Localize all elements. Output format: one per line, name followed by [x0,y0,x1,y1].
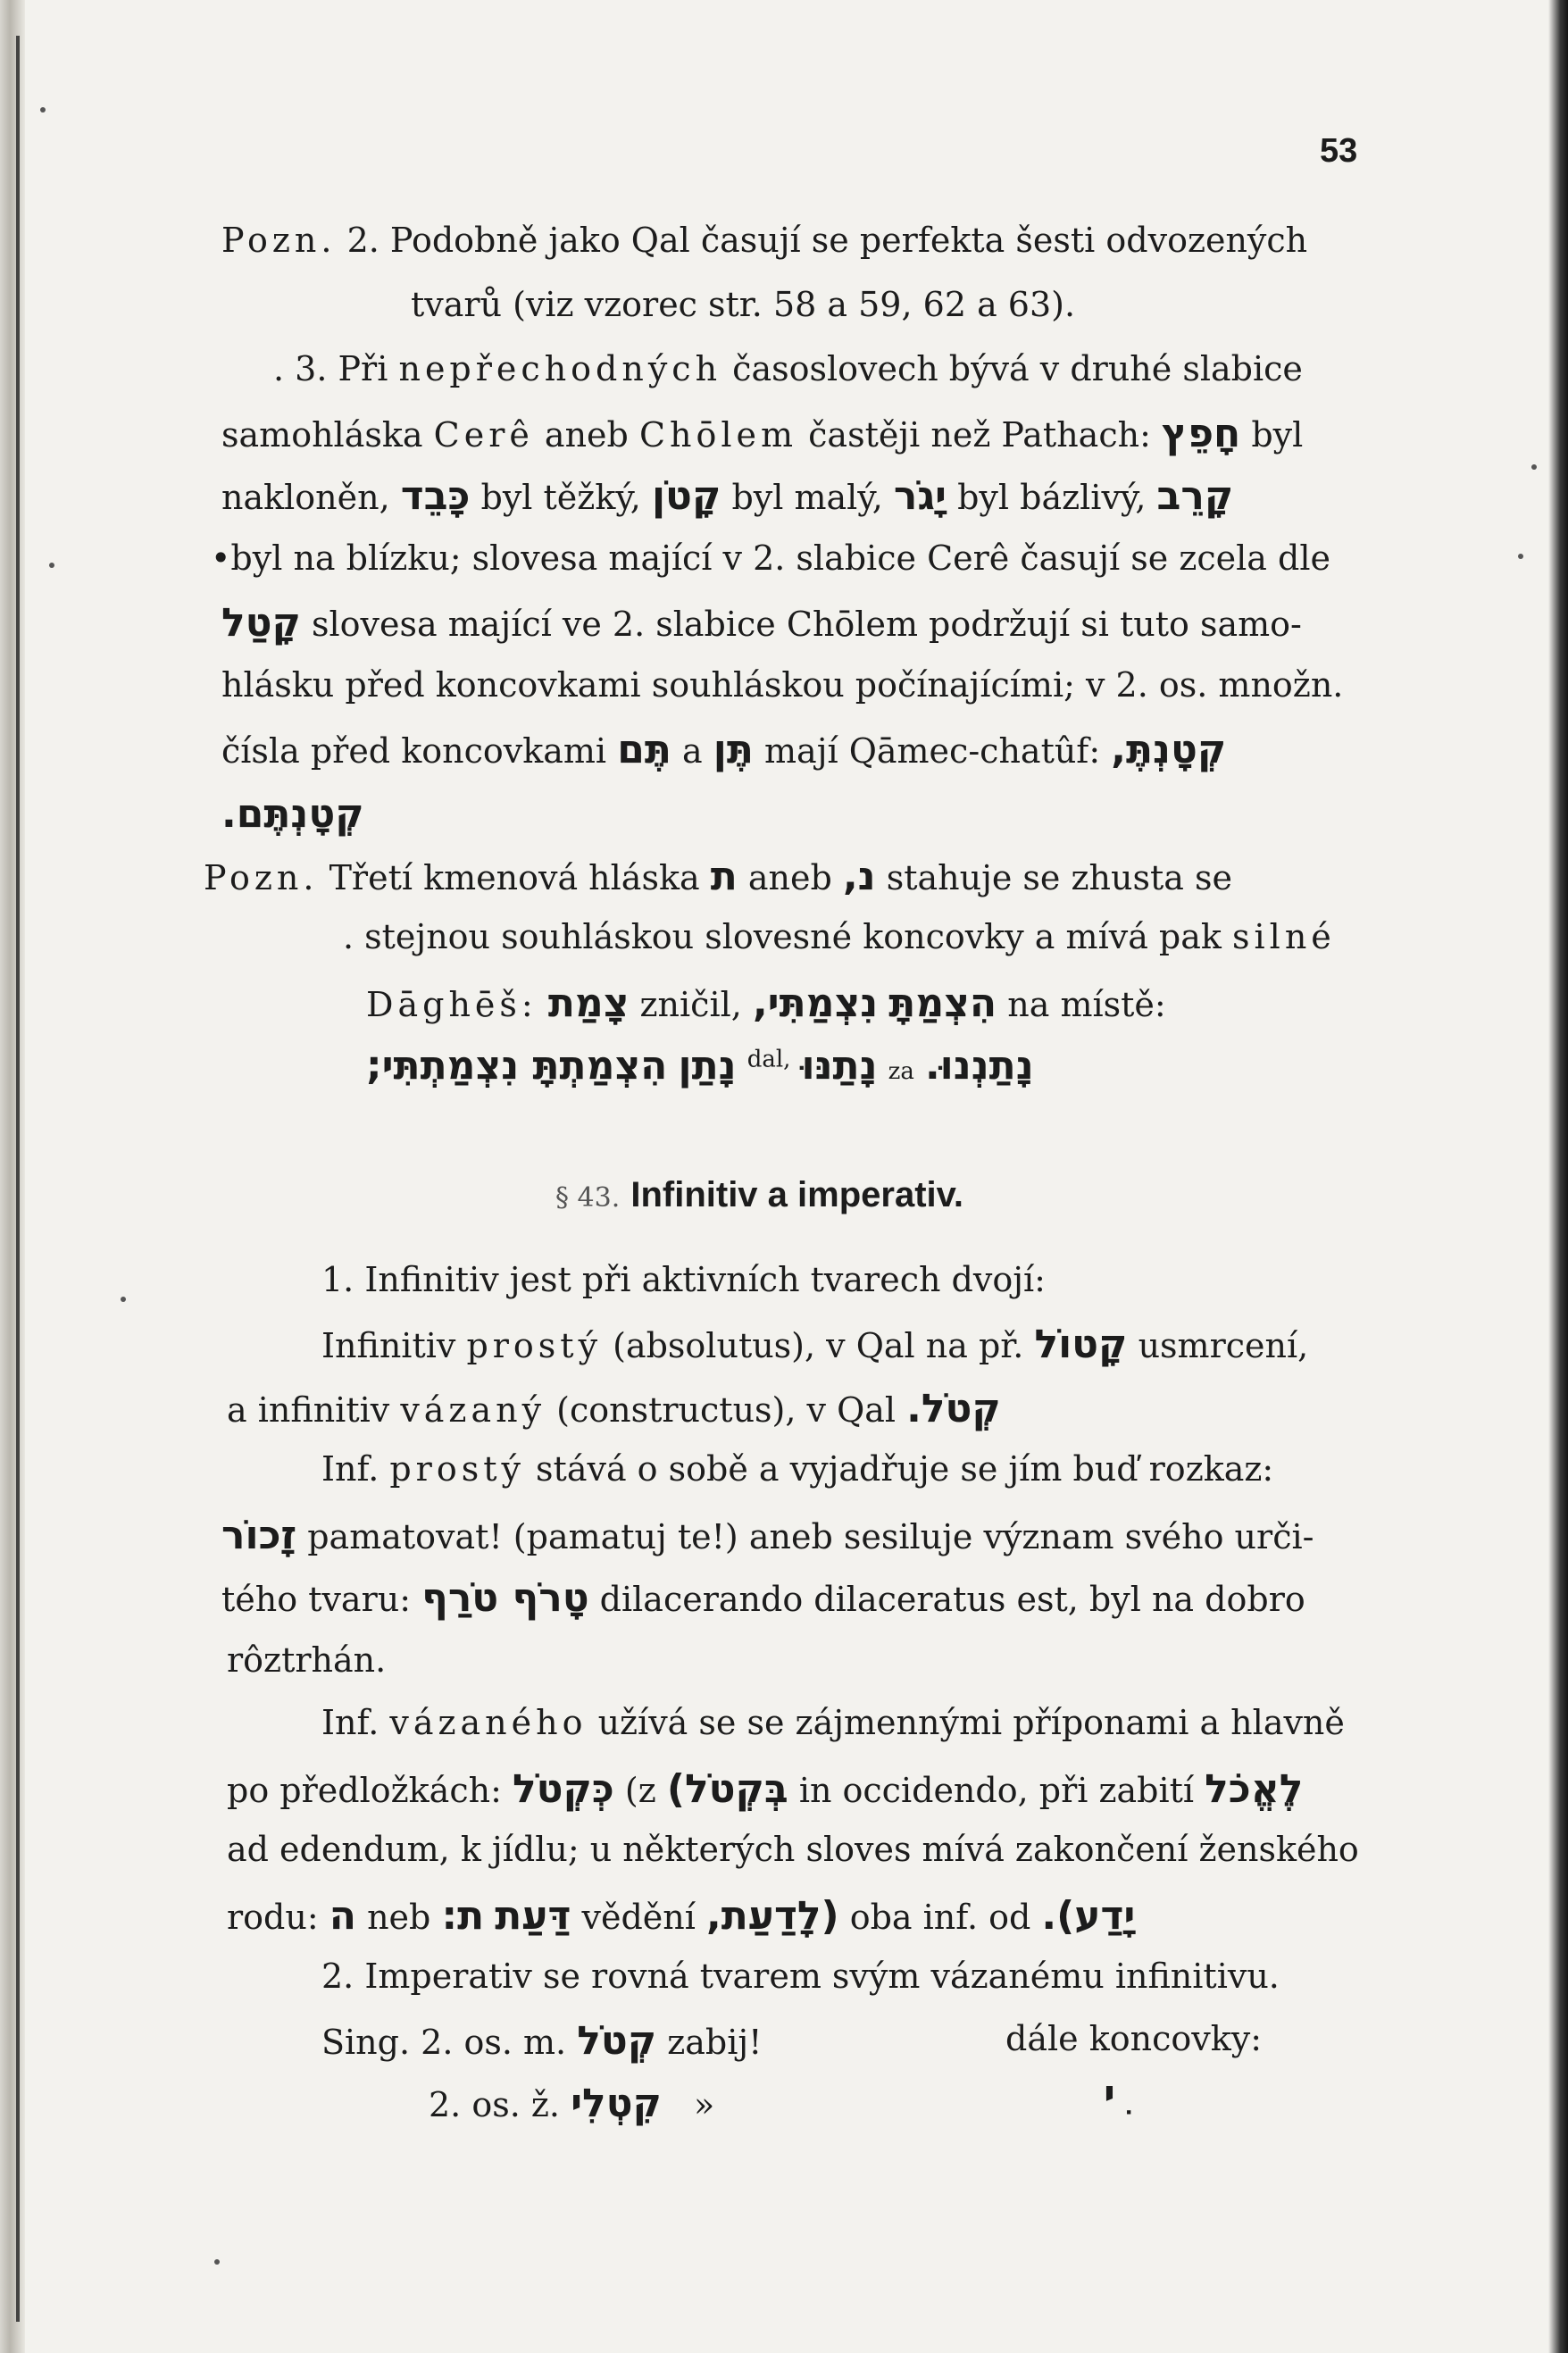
line-text: (absolutus), v Qal na př. [602,1326,1024,1365]
hebrew-word: כָּבֵד [400,473,471,519]
text-line [204,854,1232,899]
section-number: § 43. [555,1182,621,1214]
line-text: ad edendum, k jídlu; u některých sloves mívá zakončení ženského [227,1830,1359,1869]
hebrew-word: בְּקְטֹל) [666,1766,788,1812]
text-line [221,221,1308,260]
hebrew-word: דַּעַת [495,1893,571,1939]
hebrew-word: קְטֹל. [906,1386,1001,1431]
hebrew-word: תֶּם [617,727,671,772]
hebrew-word: קְטָנְתֶּם. [221,791,364,837]
line-text: byl těžký, [480,478,641,517]
hebrew-word: קָטַל [221,600,301,646]
page-right-edge [1548,0,1568,2353]
line-text: •byl na blízku; slovesa mající v 2. slabice Cerê časují se zcela dle [211,538,1330,578]
line-text: samohláska [221,415,434,455]
line-text: rodu: [227,1898,319,1937]
line-text: 2. Imperativ se rovná tvarem svým vázanému infinitivu. [321,1957,1280,1996]
text-line [221,727,1227,772]
line-text: » [694,2085,715,2124]
hebrew-word: ִי [1104,2072,1115,2117]
line-text: 2. Podobně jako Qal časují se perfekta šesti odvozených [346,221,1308,260]
text-line [343,917,1336,956]
line-text: (constructus), v Qal [546,1390,897,1430]
hebrew-word: קְטֹל [577,2018,657,2064]
spaced-term: Chōlem [638,415,798,455]
line-text: byl malý, [731,478,883,517]
line-text: užívá se se zájmennými příponami a hlavně [587,1703,1345,1742]
line-text: in occidendo, při zabití [798,1771,1195,1810]
scan-speck [121,1297,126,1302]
hebrew-word: קָרֵב [1156,473,1234,519]
hebrew-word: (לָדַעַת, [705,1893,839,1939]
text-line [429,2081,715,2126]
line-text: Sing. 2. os. m. [321,2023,567,2062]
spaced-term: nepřechodných [398,349,722,388]
text-line [411,285,1076,324]
note-label: Pozn. [204,858,319,897]
text-line [221,1575,1305,1621]
line-text: na místě: [1007,985,1166,1024]
text-line [211,538,1330,578]
text-line [227,1640,387,1680]
line-text: (z [624,1771,656,1810]
spaced-term: Cerê [433,415,534,455]
hebrew-word: נָתַנּוּ [801,1043,878,1089]
hebrew-word: ת [710,854,738,899]
hebrew-word: ה [329,1893,356,1939]
hebrew-word: נָתַן [678,1043,737,1089]
hebrew-word: חָפֵץ [1161,411,1241,456]
line-text: aneb [533,415,639,455]
text-line [366,980,1166,1026]
text-line [221,473,1234,519]
line-text: byl [1251,415,1304,455]
text-line [321,2018,763,2064]
hebrew-word: כְּקְטֹל [512,1766,614,1812]
line-text: Inf. [321,1703,390,1742]
text-line [227,1766,1304,1812]
scan-speck [40,107,46,113]
hebrew-word: קָטוֹל [1034,1322,1128,1367]
spaced-term: vázaného [389,1703,588,1742]
note-label: Pozn. [221,221,337,260]
line-text: pamatovat! (pamatuj te!) aneb sesiluje význam svého urči- [307,1517,1314,1556]
line-text: Třetí kmenová hláska [329,858,700,897]
section-heading [555,1177,963,1213]
line-text: za [888,1058,914,1085]
line-text: a [681,731,703,771]
hebrew-word: טָרֹף טֹרַף [421,1575,589,1621]
hebrew-word: יָדַע). [1041,1893,1136,1939]
line-text: zabij! [667,2023,763,2062]
text-line [221,665,1344,705]
scan-speck [214,2259,220,2265]
line-text: slovesa mající ve 2. slabice Chōlem podržují si tuto samo- [312,605,1302,644]
line-text: Infinitiv [321,1326,467,1365]
text-line [221,411,1304,456]
hebrew-word: לֶאֱכֹל [1205,1766,1304,1812]
text-line [321,1449,1274,1489]
line-text: stahuje se zhusta se [886,858,1232,897]
line-text: neb [367,1898,431,1937]
text-line [227,1893,1136,1939]
line-text: zničil, [639,985,742,1024]
text-line [221,600,1302,646]
line-text: aneb [747,858,832,897]
line-text: 1. Infinitiv jest při aktivních tvarech dvojí: [321,1260,1046,1299]
line-text: Inf. [321,1449,390,1489]
hebrew-word: ת: [441,1893,485,1939]
text-line [321,1957,1280,1996]
text-line [221,1513,1314,1558]
hebrew-word: נָתַנְנוּ. [924,1043,1034,1089]
section-title: Infinitiv a imperativ. [630,1175,964,1214]
line-text: častěji než Pathach: [797,415,1151,455]
line-text: a infinitiv [227,1390,401,1430]
line-text: dal, [746,1046,791,1073]
hebrew-word: הִצְמַתָּ [888,980,997,1026]
hebrew-word: תֶּן [713,727,754,772]
line-text: usmrcení, [1138,1326,1309,1365]
text-line [1104,2072,1115,2117]
text-line [1005,2019,1263,2058]
spaced-term: vázaný [400,1390,546,1430]
spaced-term: silné [1232,917,1336,956]
spaced-term: prostý [466,1326,603,1365]
text-line [366,1043,1034,1089]
hebrew-word: נִצְמַתִּי, [752,980,879,1026]
text-line [321,1260,1046,1299]
line-text: Dāghēš: [366,985,538,1024]
line-text: hlásku před koncovkami souhláskou počínajícími; v 2. os. množn. [221,665,1344,705]
line-text: tého tvaru: [221,1580,412,1619]
line-text: stává o sobě a vyjadřuje se jím buď rozkaz: [524,1449,1274,1489]
text-line [227,1830,1359,1869]
scan-speck [1531,464,1537,470]
line-text: dilacerando dilaceratus est, byl na dobro [599,1580,1305,1619]
page-number: 53 [1320,132,1358,170]
line-text: dále koncovky: [1005,2019,1263,2058]
text-line [273,349,1303,388]
line-text: mají Qāmec-chatûf: [764,731,1101,771]
line-text: . 3. Při [273,349,399,388]
text-line [321,1703,1345,1742]
hebrew-word: הִצְמַתְתָּ נִצְמַתְתִּי; [366,1043,668,1089]
hebrew-word: קִטְלִי [571,2081,662,2126]
line-text: oba inf. od [849,1898,1031,1937]
line-text: . stejnou souhláskou slovesné koncovky a mívá pak [343,917,1233,956]
hebrew-word: זָכוֹר [221,1513,297,1558]
text-line [221,791,364,837]
line-text: čísla před koncovkami [221,731,607,771]
hebrew-word: יָגֹר [893,473,947,519]
line-text: tvarů (viz vzorec str. 58 a 59, 62 a 63). [411,285,1076,324]
line-text: 2. os. ž. [429,2085,560,2124]
text-line [321,1322,1309,1367]
line-text: po předložkách: [227,1771,502,1810]
text-line [227,1386,1001,1431]
hebrew-word: קָטֹן [651,473,721,519]
line-text: byl bázlivý, [957,478,1147,517]
line-text: časoslovech bývá v druhé slabice [721,349,1303,388]
spaced-term: prostý [389,1449,525,1489]
page-left-edge [0,0,25,2353]
hebrew-word: צָמַת [547,980,630,1026]
hebrew-word: קְטָנְתֶּ, [1111,727,1227,772]
line-text: rôztrhán. [227,1640,387,1680]
hebrew-word: נ, [842,854,876,899]
line-text: nakloněn, [221,478,390,517]
scan-speck [49,563,54,568]
line-text: vědění [581,1898,696,1937]
scan-speck [1518,554,1523,559]
